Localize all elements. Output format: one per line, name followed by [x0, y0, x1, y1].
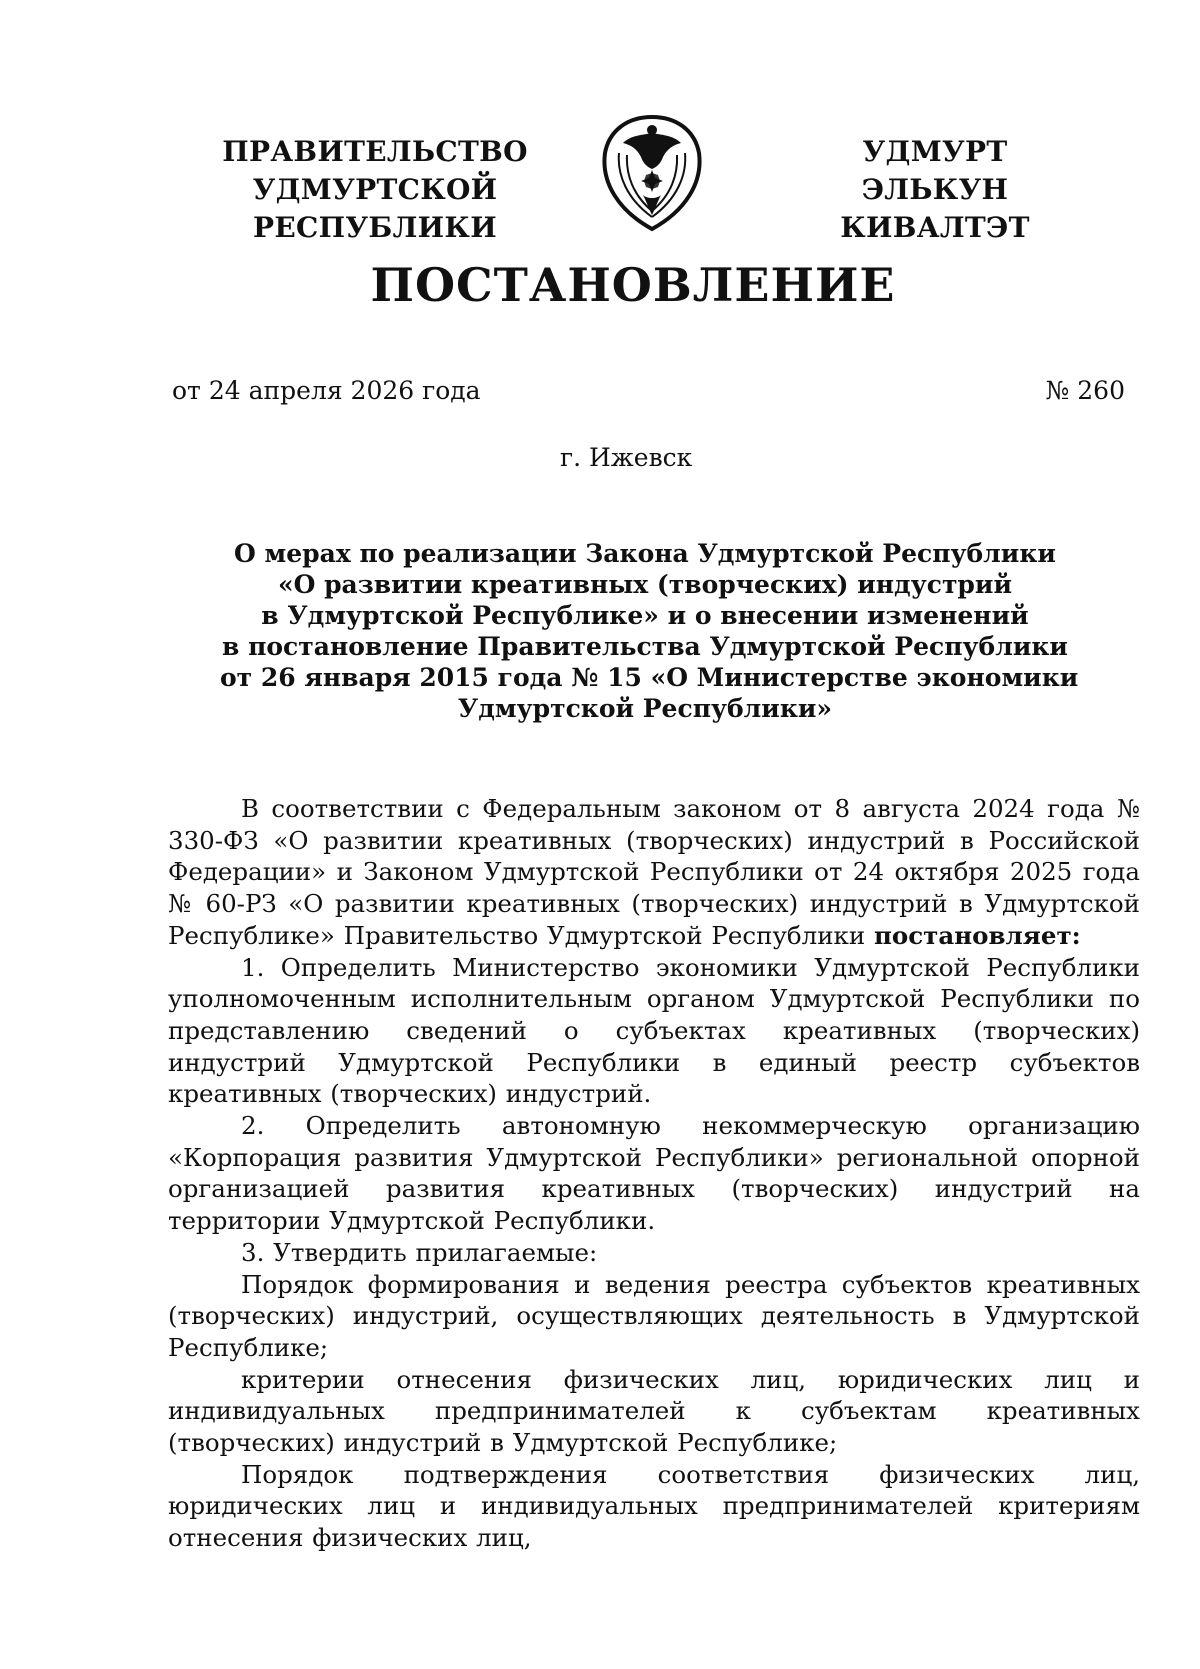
heading-line: О мерах по реализации Закона Удмуртской Республики — [234, 539, 1056, 568]
heading-line: Удмуртской Республики» — [457, 694, 833, 723]
document-city: г. Ижевск — [560, 443, 693, 472]
item-3-paragraph: 3. Утвердить прилагаемые: — [241, 1237, 598, 1267]
item-1-paragraph: 1. Определить Министерство экономики Удмуртской Республики уполномоченным исполнительным органом Удмуртской Республики по представлению сведений о субъектах креативных (творческих) индустрий Удмуртской Республики в единый реестр субъектов креативных (творческих) индустрий. — [168, 952, 1140, 1109]
document-heading — [220, 538, 1079, 724]
preamble-text: В соответствии с Федеральным законом от 8 августа 2024 года № 330-ФЗ «О развитии креативных (творческих) индустрий в Российской Федерации» и Законом Удмуртской Республики от 24 октября 2025 года № 60-РЗ «О развитии креативных (творческих) индустрий в Удмуртской Республике» Правительство Удмуртской Республики — [168, 794, 1140, 950]
document-title: ПОСТАНОВЛЕНИЕ — [370, 258, 896, 312]
heading-line: от 26 января 2015 года № 15 «О Министерстве экономики — [220, 663, 1079, 692]
heading-line: в Удмуртской Республике» и о внесении изменений — [261, 601, 1029, 630]
item-3a-paragraph: Порядок формирования и ведения реестра субъектов креативных (творческих) индустрий, осуществляющих деятельность в Удмуртской Республике; — [168, 1269, 1140, 1362]
header-right — [790, 133, 1080, 247]
item-3c-paragraph: Порядок подтверждения соответствия физических лиц, юридических лиц и индивидуальных предпринимателей критериям отнесения физических лиц, — [168, 1459, 1140, 1553]
item-2-paragraph: 2. Определить автономную некоммерческую организацию «Корпорация развития Удмуртской Республики» региональной опорной организацией развития креативных (творческих) индустрий на территории Удмуртской Республики. — [168, 1111, 1140, 1236]
document-date: от 24 апреля 2026 года — [172, 376, 481, 405]
item-3b-paragraph: критерии отнесения физических лиц, юридических лиц и индивидуальных предпринимателей к субъектам креативных (творческих) индустрий в Удмуртской Республике; — [168, 1364, 1140, 1458]
heading-line: «О развитии креативных (творческих) индустрий — [277, 570, 1013, 599]
header-left-line1: ПРАВИТЕЛЬСТВО — [222, 135, 528, 168]
header-left-line2: УДМУРТСКОЙ РЕСПУБЛИКИ — [252, 173, 498, 244]
document-number: № 260 — [1045, 376, 1125, 405]
preamble-bold-text: постановляет: — [873, 920, 1081, 950]
preamble-paragraph — [168, 793, 1140, 952]
header-right-line2: КИВАЛТЭТ — [840, 211, 1030, 244]
coat-of-arms-icon — [597, 113, 707, 233]
header-left — [160, 133, 590, 247]
header-right-line1: УДМУРТ ЭЛЬКУН — [861, 135, 1009, 206]
document-body — [168, 793, 1140, 1554]
heading-line: в постановление Правительства Удмуртской Республики — [222, 632, 1068, 661]
